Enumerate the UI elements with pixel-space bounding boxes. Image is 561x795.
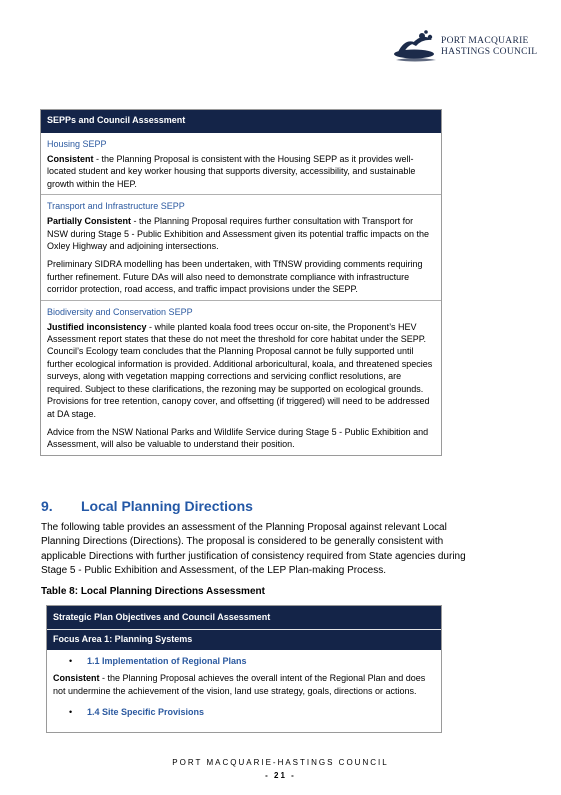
section-heading [41, 498, 253, 514]
section-title: Local Planning Directions [81, 498, 253, 514]
assessment-verdict: Justified inconsistency [47, 321, 147, 332]
assessment-paragraph [41, 319, 441, 424]
section-title: Transport and Infrastructure SEPP [47, 201, 185, 212]
section-title: Housing SEPP [47, 139, 107, 149]
assessment-paragraph-2: Advice from the NSW National Parks and Wildlife Service during Stage 5 - Public Exhibition and Assessment, will also be valuable to understand their position. [47, 426, 429, 450]
assessment-text: - the Planning Proposal requires further consultation with Transport for NSW during Stage 5 - Public Exhibition and Assessment given its potential traffic impacts on the Oxley Highway and adjoining intersections. [47, 216, 430, 252]
section-number: 9. [41, 498, 53, 514]
transport-sepp-section [41, 194, 441, 299]
sepp-assessment-table [40, 109, 442, 456]
assessment-verdict: Consistent [53, 673, 100, 683]
assessment-paragraph [41, 151, 441, 194]
direction-label: 1.4 Site Specific Provisions [87, 707, 205, 717]
assessment-paragraph-2: Preliminary SIDRA modelling has been undertaken, with TfNSW providing comments requiring further refinement. Future DAs will also need to demonstrate compliance with infrastructure corridor protection, road access, and traffic impact provisions under the SEPP. [47, 259, 423, 295]
council-logo-text [441, 36, 537, 58]
direction-item [47, 650, 441, 670]
logo-line-2: HASTINGS COUNCIL [441, 47, 538, 57]
table-header: SEPPs and Council Assessment [41, 110, 441, 133]
logo-line-1: PORT MACQUARIE [441, 36, 529, 46]
assessment-verdict: Consistent [47, 154, 94, 164]
direction-label: 1.1 Implementation of Regional Plans [87, 656, 247, 666]
direction-item [47, 701, 441, 721]
biodiversity-sepp-section [41, 300, 441, 455]
page-number: - 21 - [265, 771, 296, 780]
bullet-icon: • [69, 707, 73, 717]
footer-org: PORT MACQUARIE-HASTINGS COUNCIL [172, 758, 389, 767]
planning-directions-table [46, 605, 442, 733]
focus-area-row: Focus Area 1: Planning Systems [47, 629, 441, 650]
table-header: Strategic Plan Objectives and Council Assessment [47, 606, 441, 629]
assessment-paragraph [41, 213, 441, 256]
section-title: Biodiversity and Conservation SEPP [47, 306, 193, 317]
bullet-icon: • [69, 656, 73, 666]
assessment-text: - the Planning Proposal is consistent with the Housing SEPP as it provides well-located student and key worker housing that supports diversity, accessibility, and sustainable growth within the HEP. [47, 154, 416, 189]
table-caption: Table 8: Local Planning Directions Assessment [41, 586, 265, 597]
assessment-verdict: Partially Consistent [47, 216, 132, 227]
assessment-paragraph [47, 670, 441, 701]
assessment-text: - while planted koala food trees occur on-site, the Proponent’s HEV Assessment report states that these do not meet the threshold for core habitat under the SEPP. Council’s Ecology team concludes that the Planning Proposal cannot be fully supported until further ecological information is provided. Additional arboricultural, koala, and threatened species surveys, along with vegetation mapping corrections and servicing conflict resolutions, are required. Subject to these clarifications, the rezoning may be supported on ecological grounds. Provisions for tree retention, canopy cover, and offsetting (if triggered) will need to be addressed at DA stage. [47, 321, 433, 419]
housing-sepp-section [41, 133, 441, 194]
assessment-text: - the Planning Proposal achieves the overall intent of the Regional Plan and does not undermine the achievement of the vision, land use strategy, goals, directions or actions. [53, 673, 426, 696]
intro-paragraph: The following table provides an assessment of the Planning Proposal against relevant Local Planning Directions (Directions). The proposal is considered to be generally consistent with applicable Directions with further justification of consistency required from State agencies during Stage 5 - Public Exhibition and Assessment, of the LEP Plan-making Process. [41, 522, 466, 577]
